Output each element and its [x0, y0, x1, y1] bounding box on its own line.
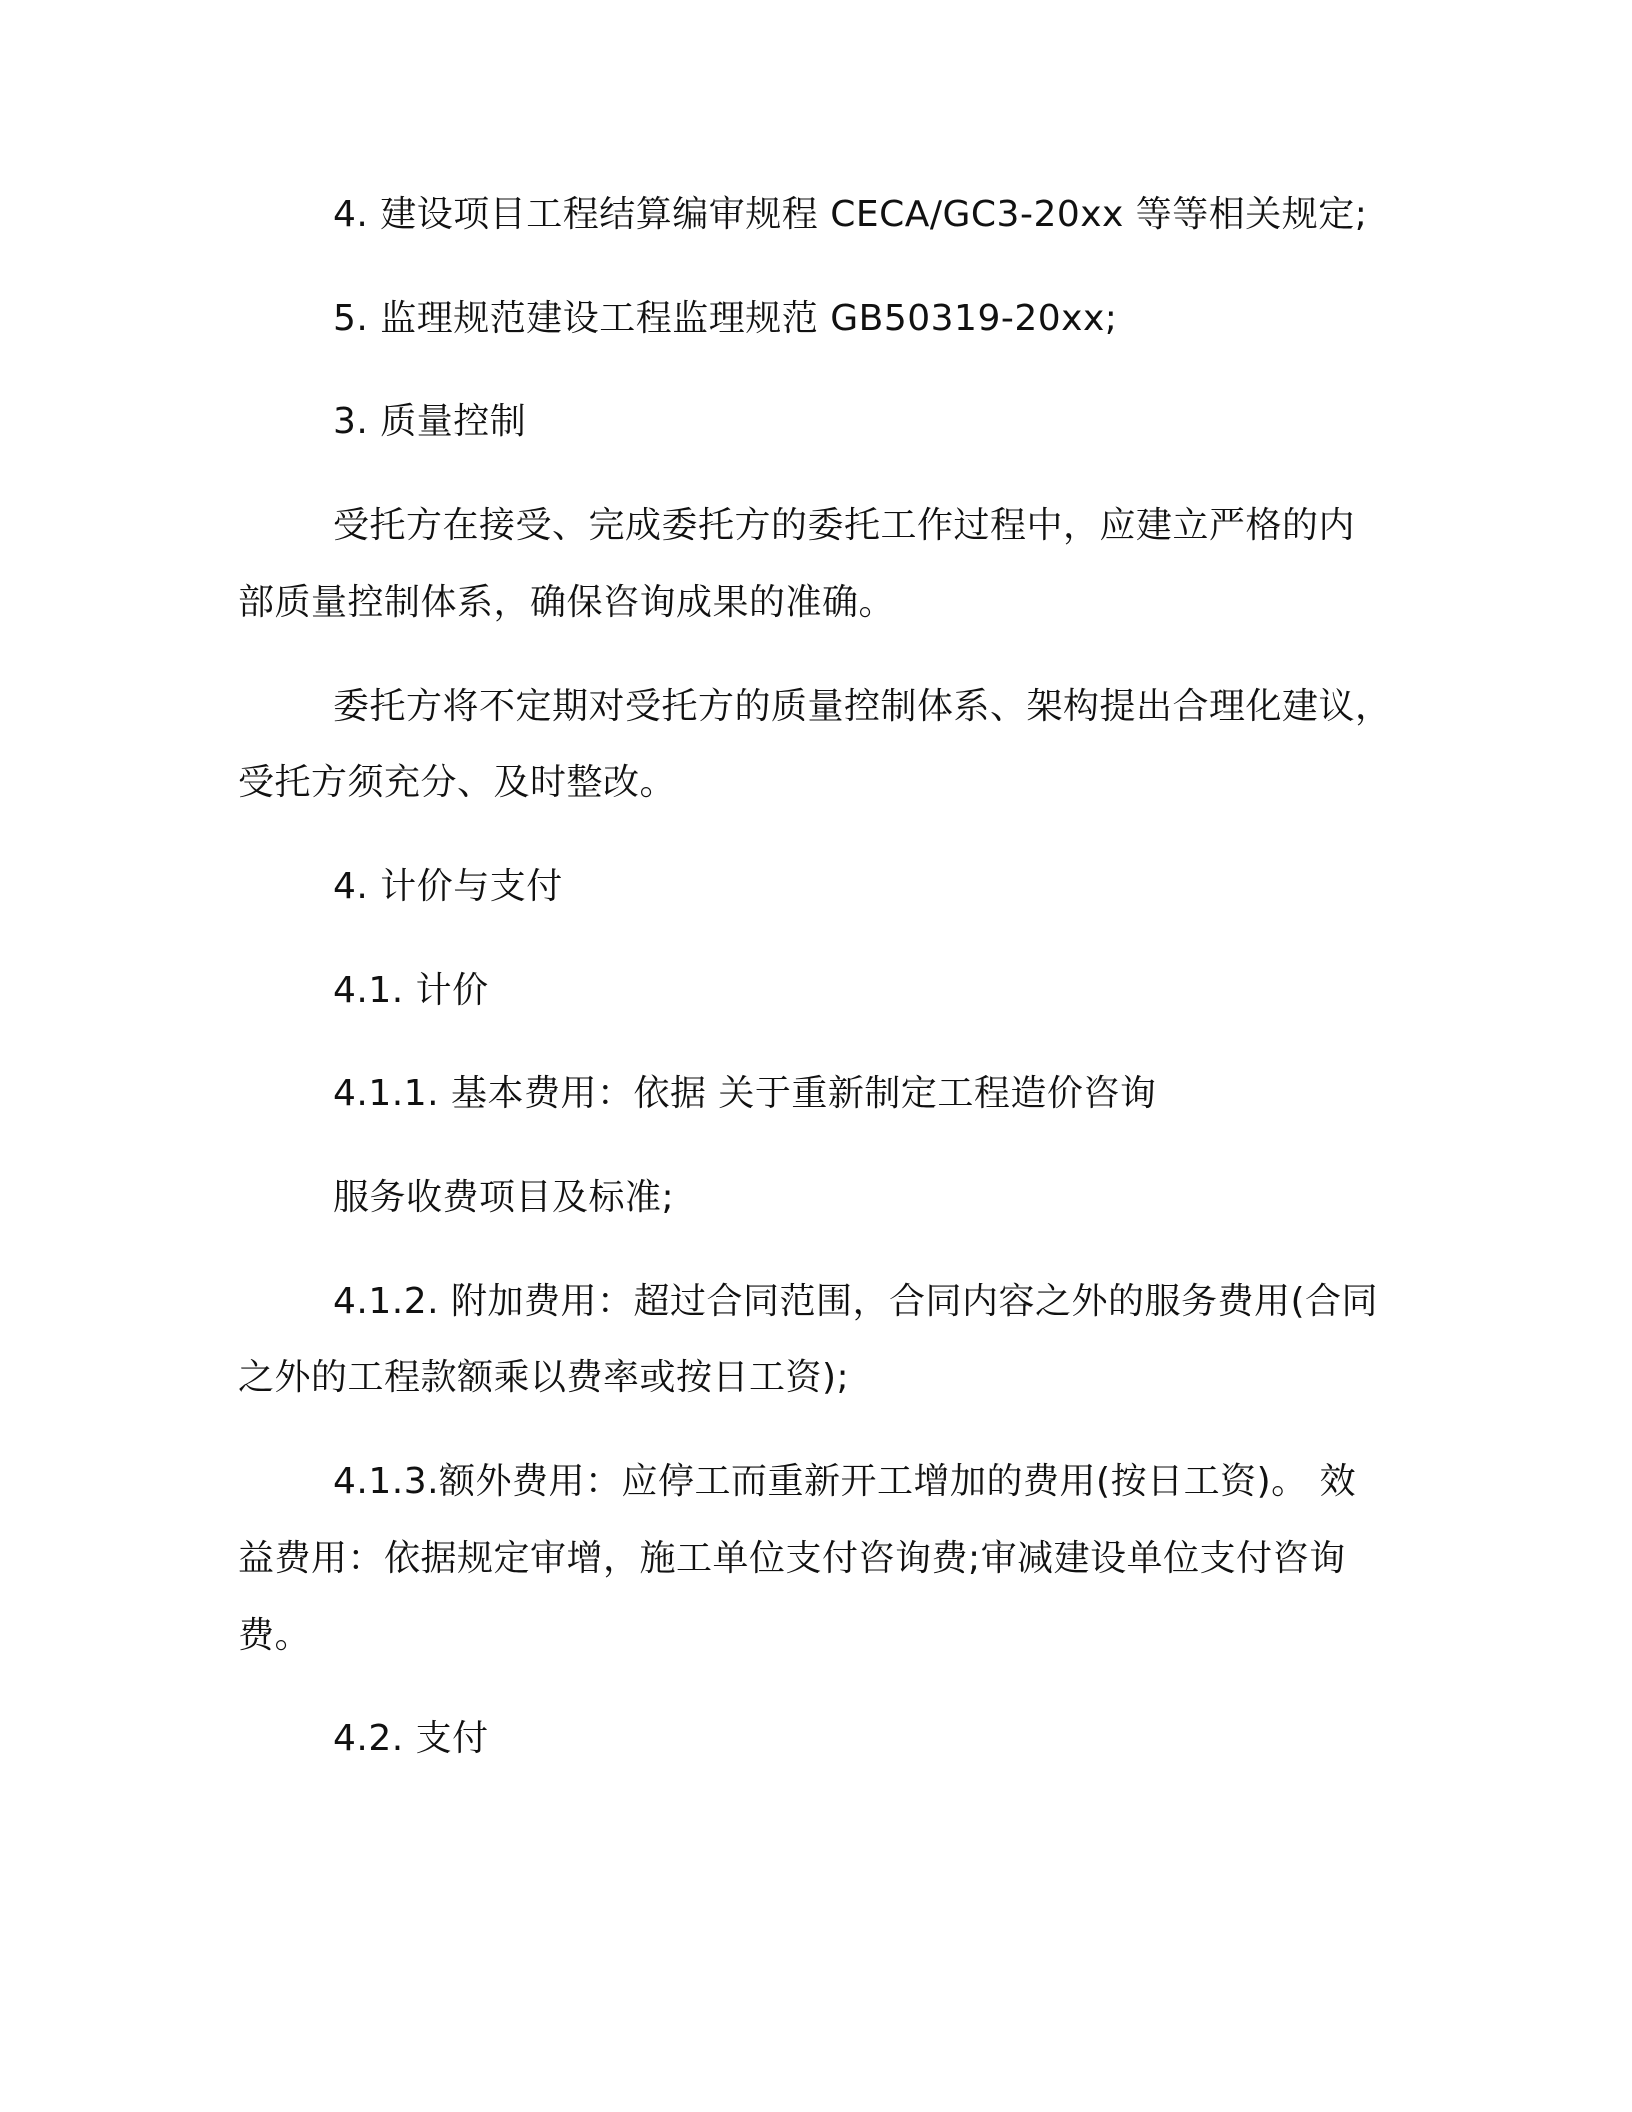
section-heading-quality-control: 3. 质量控制 — [333, 401, 527, 442]
subsection-heading-payment: 4.2. 支付 — [333, 1718, 489, 1759]
list-item-regulation-5: 5. 监理规范建设工程监理规范 GB50319-20xx; — [333, 298, 1118, 339]
paragraph-line: 4.1.1. 基本费用：依据 关于重新制定工程造价咨询 — [333, 1073, 1157, 1114]
list-item-regulation-4: 4. 建设项目工程结算编审规程 CECA/GC3-20xx 等等相关规定; — [333, 194, 1368, 235]
paragraph-line: 受托方须充分、及时整改。 — [238, 762, 677, 803]
section-heading-pricing-payment: 4. 计价与支付 — [333, 866, 563, 907]
subsection-heading-pricing: 4.1. 计价 — [333, 970, 489, 1011]
paragraph-line: 之外的工程款额乘以费率或按日工资); — [238, 1357, 850, 1398]
paragraph-line: 益费用：依据规定审增，施工单位支付咨询费;审减建设单位支付咨询 — [238, 1538, 1346, 1579]
paragraph-line: 费。 — [238, 1615, 312, 1656]
paragraph-line: 委托方将不定期对受托方的质量控制体系、架构提出合理化建议， — [333, 686, 1392, 727]
paragraph-line: 部质量控制体系，确保咨询成果的准确。 — [238, 582, 896, 623]
paragraph-line: 4.1.3.额外费用：应停工而重新开工增加的费用(按日工资)。 效 — [333, 1461, 1357, 1502]
paragraph-line: 服务收费项目及标准; — [333, 1177, 675, 1218]
paragraph-line: 4.1.2. 附加费用：超过合同范围，合同内容之外的服务费用(合同 — [333, 1281, 1379, 1322]
paragraph-line: 受托方在接受、完成委托方的委托工作过程中，应建立严格的内 — [333, 505, 1356, 546]
